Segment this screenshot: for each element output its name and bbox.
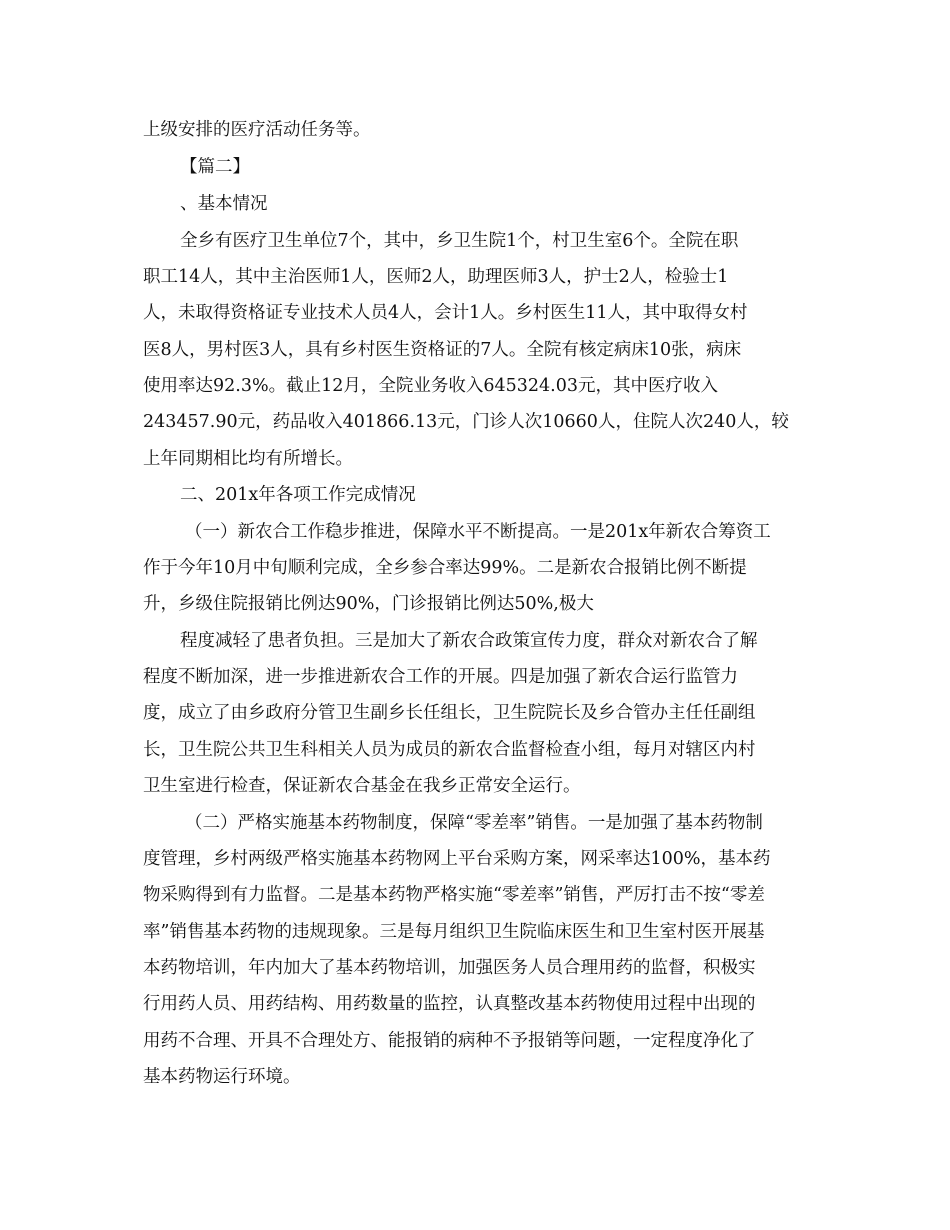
text-line: 上级安排的医疗活动任务等。 [143,120,371,140]
text-line: 长，卫生院公共卫生科相关人员为成员的新农合监督检查小组，每月对辖区内村 [143,740,756,760]
subsection-heading: 、基本情况 [180,194,268,214]
text-line: 上年同期相比均有所增长。 [143,449,353,469]
text-line: 用药不合理、开具不合理处方、能报销的病种不予报销等问题，一定程度净化了 [143,1031,756,1051]
text-line: 行用药人员、用药结构、用药数量的监控，认真整改基本药物使用过程中出现的 [143,994,756,1014]
text-line: 243457.90元，药品收入401866.13元，门诊人次10660人，住院人次240人，较 [143,412,789,432]
text-line: 本药物培训，年内加大了基本药物培训，加强医务人员合理用药的监督，积极实 [143,958,756,978]
text-line: 程度减轻了患者负担。三是加大了新农合政策宣传力度，群众对新农合了解 [180,631,758,651]
text-line: 全乡有医疗卫生单位7个，其中，乡卫生院1个，村卫生室6个。全院在职 [180,231,739,251]
text-line: 使用率达92.3%。截止12月，全院业务收入645324.03元，其中医疗收入 [143,376,718,396]
text-line: 医8人，男村医3人，具有乡村医生资格证的7人。全院有核定病床10张，病床 [143,340,742,360]
text-line: （一）新农合工作稳步推进，保障水平不断提高。一是201x年新农合筹资工 [185,522,771,542]
section-heading: 【篇二】 [180,157,250,177]
text-line: 升，乡级住院报销比例达90%，门诊报销比例达50%,极大 [143,594,594,614]
text-line: 率”销售基本药物的违规现象。三是每月组织卫生院临床医生和卫生室村医开展基 [143,922,765,942]
text-line: 程度不断加深，进一步推进新农合工作的开展。四是加强了新农合运行监管力 [143,667,738,687]
text-line: 人，未取得资格证专业技术人员4人，会计1人。乡村医生11人，其中取得女村 [143,303,748,323]
text-line: 作于今年10月中旬顺利完成，全乡参合率达99%。二是新农合报销比例不断提 [143,558,747,578]
text-line: 物采购得到有力监督。二是基本药物严格实施“零差率”销售，严厉打击不按“零差 [143,885,765,905]
text-line: 度管理，乡村两级严格实施基本药物网上平台采购方案，网采率达100%，基本药 [143,849,771,869]
text-line: 卫生室进行检查，保证新农合基金在我乡正常安全运行。 [143,776,581,796]
text-line: （二）严格实施基本药物制度，保障“零差率”销售。一是加强了基本药物制 [185,813,763,833]
subsection-heading: 二、201x年各项工作完成情况 [180,485,416,505]
text-line: 度，成立了由乡政府分管卫生副乡长任组长，卫生院院长及乡合管办主任任副组 [143,703,756,723]
text-line: 基本药物运行环境。 [143,1067,301,1087]
text-line: 职工14人，其中主治医师1人，医师2人，助理医师3人，护士2人，检验士1 [143,267,729,287]
